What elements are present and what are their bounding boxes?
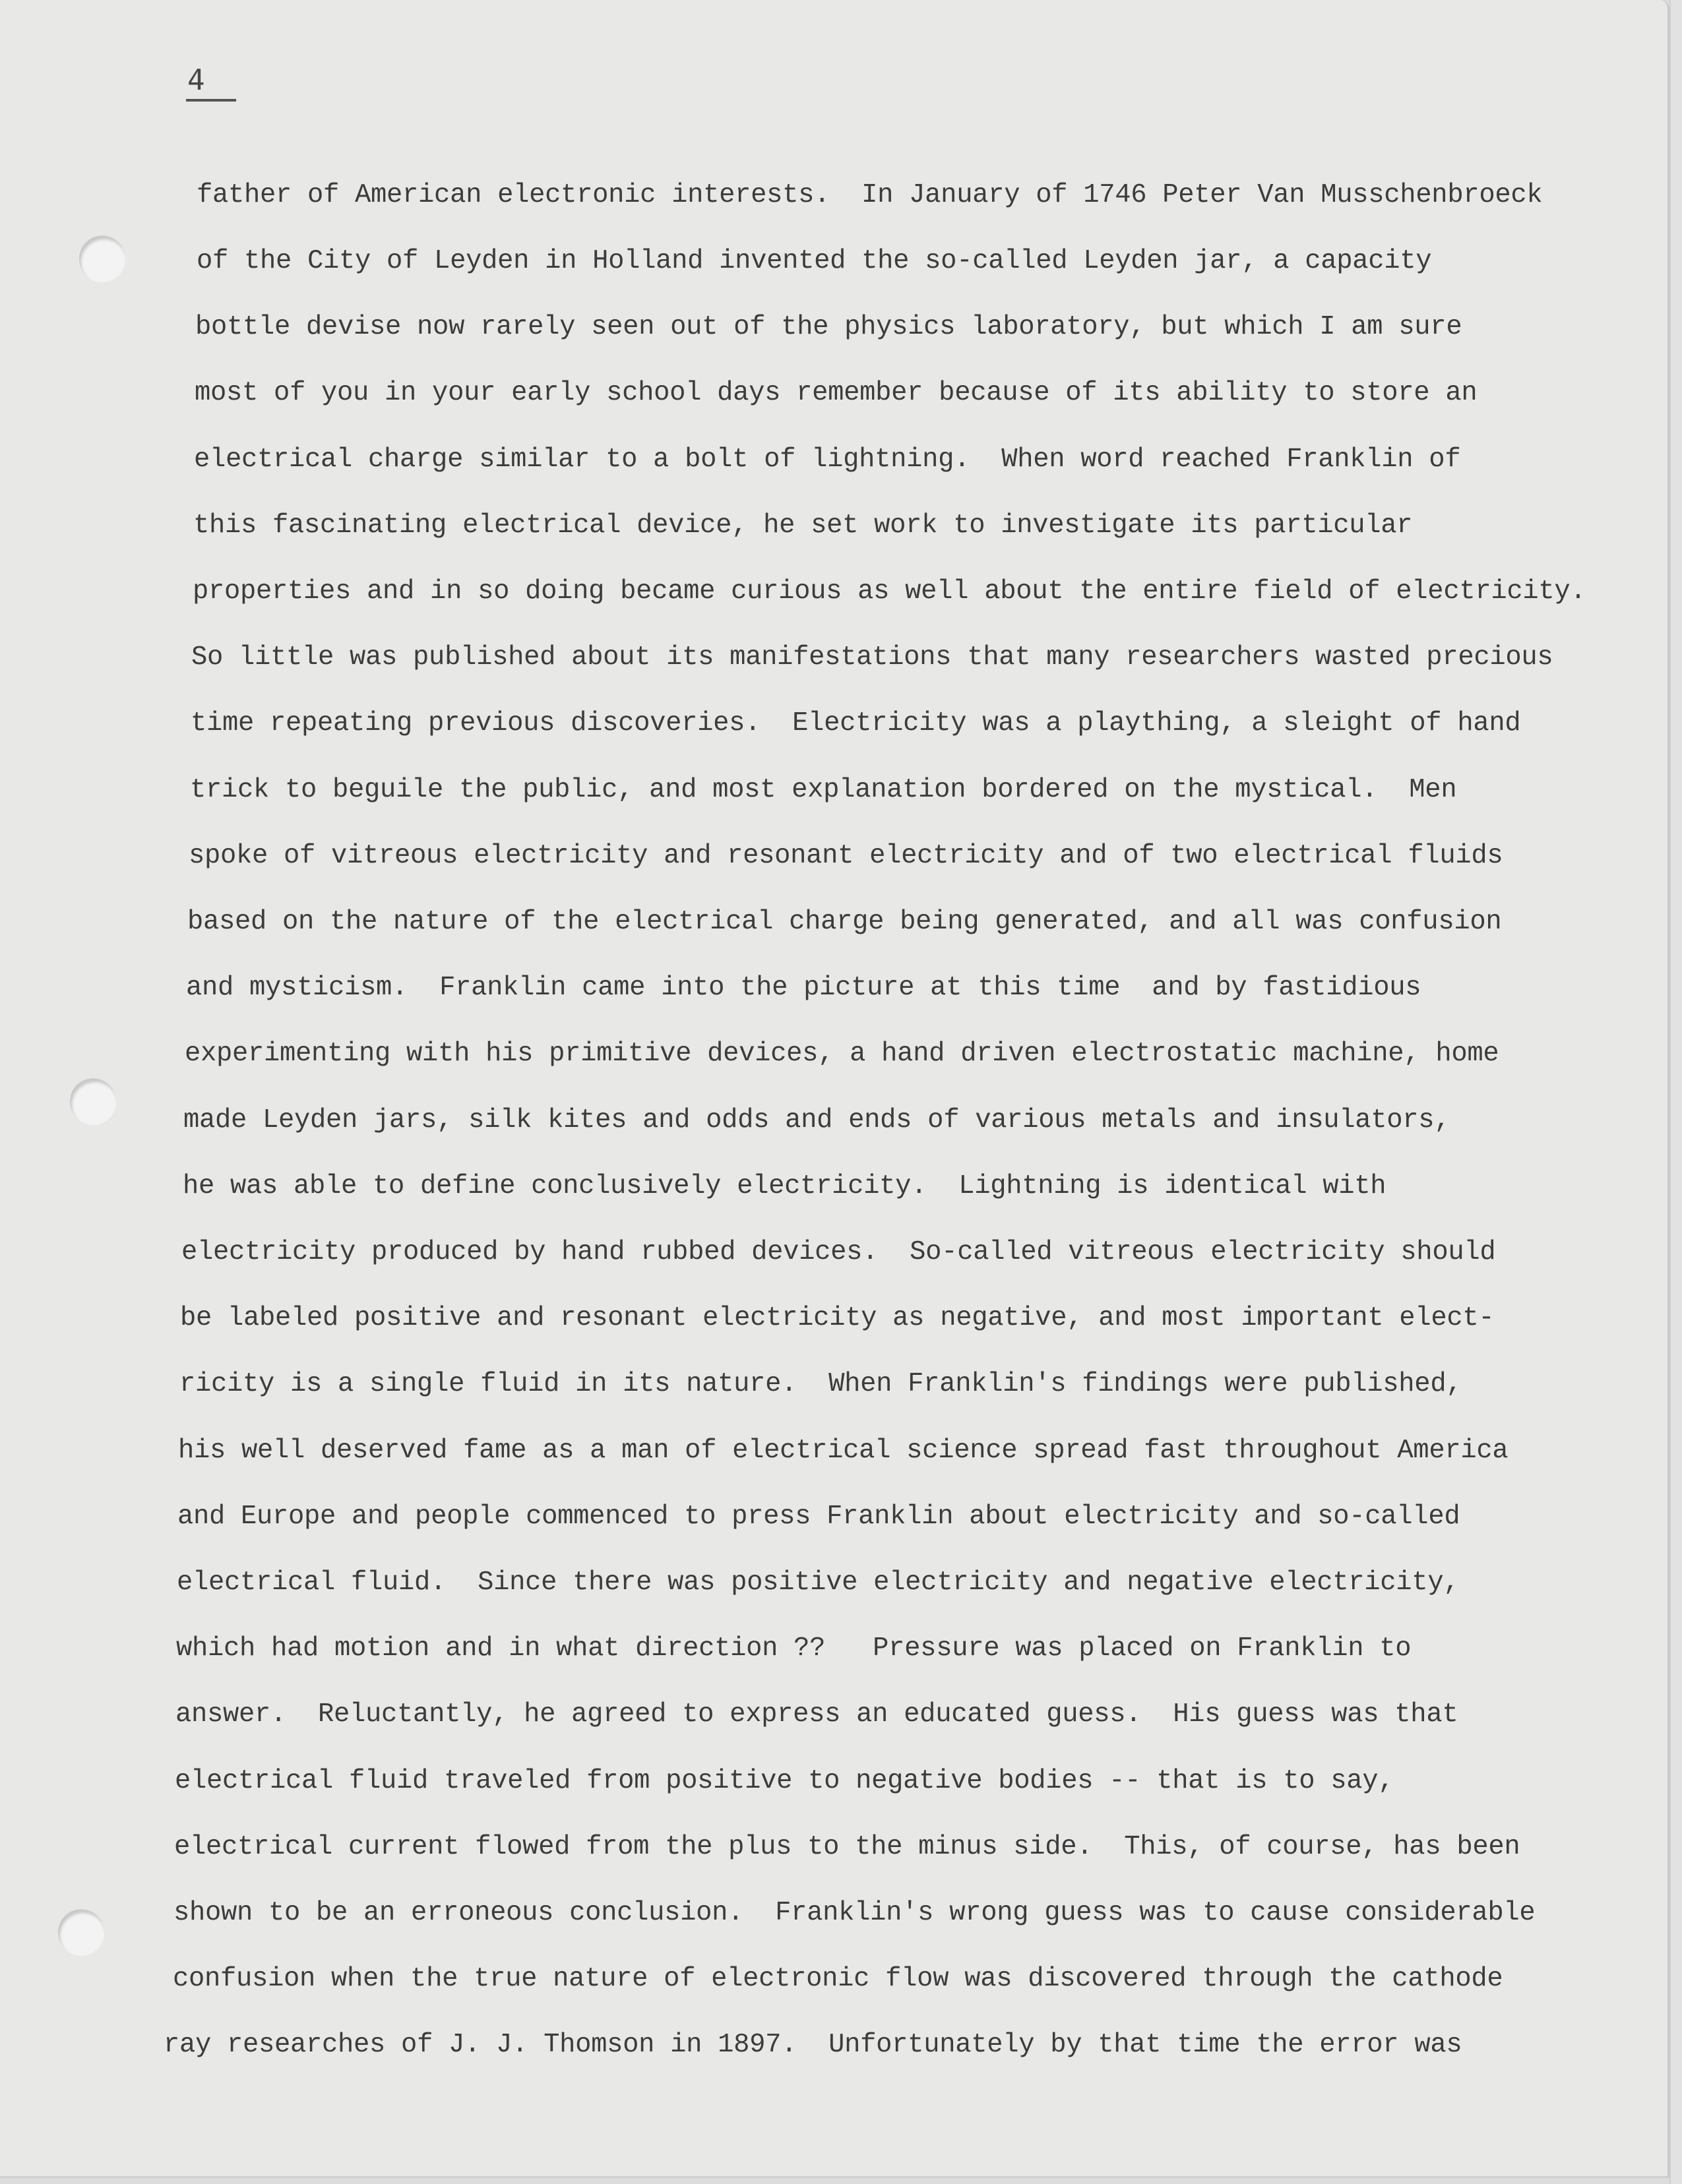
text-line: trick to beguile the public, and most explanation bordered on the mystical. Men <box>190 775 1457 805</box>
text-line: properties and in so doing became curious as well about the entire field of electricity. <box>193 576 1586 607</box>
text-line: electrical charge similar to a bolt of lightning. When word reached Franklin of <box>194 444 1461 475</box>
text-line: ricity is a single fluid in its nature. When Franklin's findings were published, <box>179 1369 1462 1399</box>
text-line: ray researches of J. J. Thomson in 1897. Unfortunately by that time the error was <box>164 2030 1462 2060</box>
text-line: bottle devise now rarely seen out of the physics laboratory, but which I am sure <box>195 312 1462 342</box>
text-line: his well deserved fame as a man of electrical science spread fast throughout America <box>178 1436 1509 1466</box>
text-line: electrical fluid traveled from positive to negative bodies -- that is to say, <box>175 1766 1394 1796</box>
text-line: father of American electronic interests. In January of 1746 Peter Van Musschenbroeck <box>197 180 1543 210</box>
text-line: answer. Reluctantly, he agreed to express an educated guess. His guess was that <box>175 1699 1458 1730</box>
text-line: of the City of Leyden in Holland invented the so-called Leyden jar, a capacity <box>197 246 1432 276</box>
text-line: experimenting with his primitive devices, a hand driven electrostatic machine, home <box>185 1039 1499 1069</box>
text-line: and mysticism. Franklin came into the picture at this time and by fastidious <box>186 973 1421 1003</box>
text-line: and Europe and people commenced to press Franklin about electricity and so-called <box>177 1502 1460 1532</box>
text-line: electricity produced by hand rubbed devices. So-called vitreous electricity should <box>181 1237 1496 1267</box>
text-line: most of you in your early school days remember because of its ability to store an <box>195 378 1478 408</box>
text-line: based on the nature of the electrical charge being generated, and all was confusion <box>187 907 1502 937</box>
text-line: spoke of vitreous electricity and resonant electricity and of two electrical fluids <box>189 841 1503 871</box>
text-line: confusion when the true nature of electronic flow was discovered through the cathode <box>173 1964 1503 1994</box>
text-line: time repeating previous discoveries. Electricity was a plaything, a sleight of hand <box>191 708 1521 739</box>
text-line: he was able to define conclusively electricity. Lightning is identical with <box>183 1171 1386 1201</box>
text-line: electrical current flowed from the plus to the minus side. This, of course, has been <box>174 1832 1520 1862</box>
page-number: 4 <box>187 63 205 97</box>
text-line: made Leyden jars, silk kites and odds and ends of various metals and insulators, <box>183 1105 1450 1136</box>
text-line: be labeled positive and resonant electricity as negative, and most important elect- <box>180 1303 1495 1333</box>
text-line: which had motion and in what direction ?? Pressure was placed on Franklin to <box>176 1633 1412 1664</box>
text-line: electrical fluid. Since there was positive electricity and negative electricity, <box>177 1567 1460 1598</box>
text-line: this fascinating electrical device, he set work to investigate its particular <box>193 510 1413 541</box>
scan-edge <box>1669 0 1682 2184</box>
text-line: So little was published about its manifestations that many researchers wasted precious <box>191 642 1553 673</box>
text-line: shown to be an erroneous conclusion. Franklin's wrong guess was to cause considerable <box>173 1898 1536 1928</box>
